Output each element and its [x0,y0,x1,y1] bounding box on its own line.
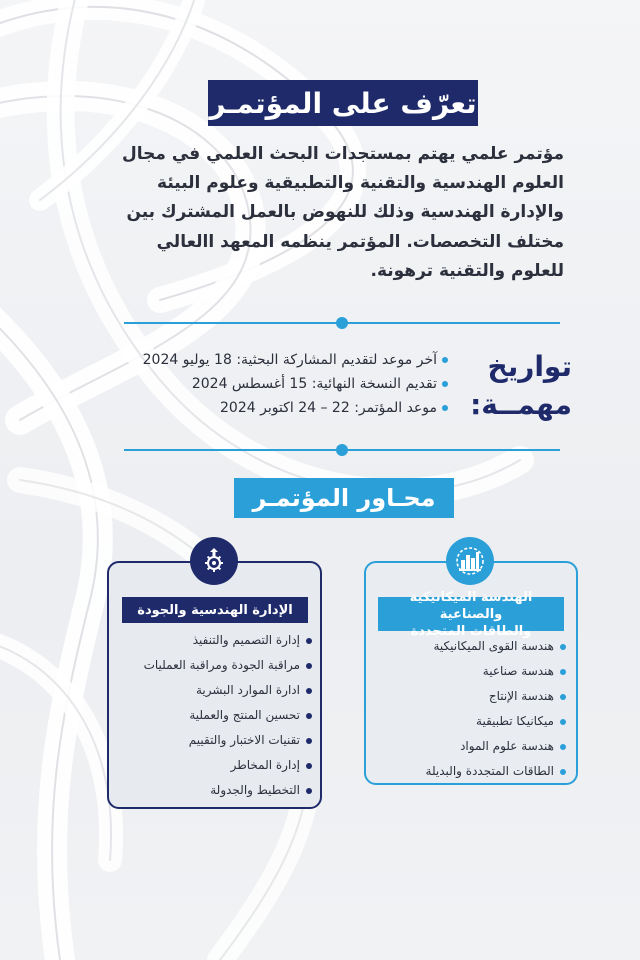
mechanical-item-text: هندسة علوم المواد [460,739,554,753]
date-item-text: تقديم النسخة النهائية: 15 أغسطس 2024 [191,376,437,392]
dates-heading-line1: تواريخ [487,350,572,383]
about-title-text: تعرّف على المؤتمـر [209,86,477,120]
management-list [144,628,312,803]
management-card-header [122,597,308,623]
bullet-dot-icon [306,788,312,794]
date-item-text: موعد المؤتمر: 22 – 24 اكتوبر 2024 [220,400,437,416]
bullet-dot-icon [560,644,566,650]
management-item-text: مراقبة الجودة ومراقبة العمليات [143,658,300,672]
bullet-dot-icon [306,763,312,769]
axes-title [234,478,454,518]
management-item-text: تقنيات الاختبار والتقييم [188,733,300,747]
date-item [108,348,448,372]
gear-management-icon-svg [199,546,229,576]
management-item [144,678,312,703]
management-item [144,728,312,753]
mechanical-item [426,634,566,659]
bullet-dot-icon [306,663,312,669]
dates-list [108,348,448,420]
bullet-dot-icon [560,769,566,775]
about-line: العلوم الهندسية والتقنية والتطبيقية وعلوم البيئة [157,173,564,194]
management-item-text: إدارة المخاطر [230,758,300,772]
axes-title-text: محـاور المؤتمـر [252,484,436,512]
about-line: للعلوم والتقنية ترهونة. [370,260,564,281]
management-item-text: إدارة التصميم والتنفيذ [192,633,300,647]
mechanical-item-text: الطاقات المتجددة والبديلة [425,764,554,778]
divider-bottom-dot [336,444,348,456]
mechanical-item [426,709,566,734]
bullet-dot-icon [560,694,566,700]
mechanical-item-text: هندسة صناعية [482,664,554,678]
management-item-text: التخطيط والجدولة [210,783,300,797]
date-item-text: آخر موعد لتقديم المشاركة البحثية: 18 يوليو 2024 [142,352,437,368]
about-line: مختلف التخصصات. المؤتمر ينظمه المعهد االعالي [156,231,564,252]
mechanical-card-header [378,589,564,639]
management-item [144,753,312,778]
date-item [108,396,448,420]
mechanical-item [426,684,566,709]
management-item [144,628,312,653]
mechanical-card-header-line2: والطاقات المتجددة [410,623,532,639]
about-line: مؤتمر علمي يهتم بمستجدات البحث العلمي في مجال [122,144,564,164]
dates-heading [462,348,572,424]
bullet-dot-icon [560,744,566,750]
about-paragraph [118,140,564,286]
divider-top-dot [336,317,348,329]
management-item [144,703,312,728]
bullet-dot-icon [442,405,448,411]
bullet-dot-icon [560,719,566,725]
mechanical-item [426,659,566,684]
management-card-header-text: الإدارة الهندسية والجودة [137,602,293,618]
mechanical-item [426,734,566,759]
industry-gear-icon-svg [455,546,485,576]
bullet-dot-icon [306,713,312,719]
bullet-dot-icon [306,638,312,644]
mechanical-item-text: ميكانيكا تطبيقية [476,714,554,728]
management-item-text: ادارة الموارد البشرية [195,683,300,697]
management-item [144,778,312,803]
dates-heading-line2: مهمــة: [470,388,572,421]
mechanical-card-header-line1: الهندسة الميكانيكية والصناعية [409,589,533,622]
gear-management-icon [190,537,238,585]
management-item-text: تحسين المنتج والعملية [189,708,300,722]
bullet-dot-icon [306,688,312,694]
about-title [208,80,478,126]
industry-gear-icon [446,537,494,585]
bullet-dot-icon [560,669,566,675]
date-item [108,372,448,396]
mechanical-list [426,634,566,784]
management-item [144,653,312,678]
bullet-dot-icon [306,738,312,744]
mechanical-item-text: هندسة الإنتاج [488,689,554,703]
mechanical-item-text: هندسة القوى الميكانيكية [433,639,554,653]
bullet-dot-icon [442,357,448,363]
about-line: والإدارة الهندسية وذلك للنهوض بالعمل المشترك بين [126,202,564,223]
bullet-dot-icon [442,381,448,387]
mechanical-item [426,759,566,784]
